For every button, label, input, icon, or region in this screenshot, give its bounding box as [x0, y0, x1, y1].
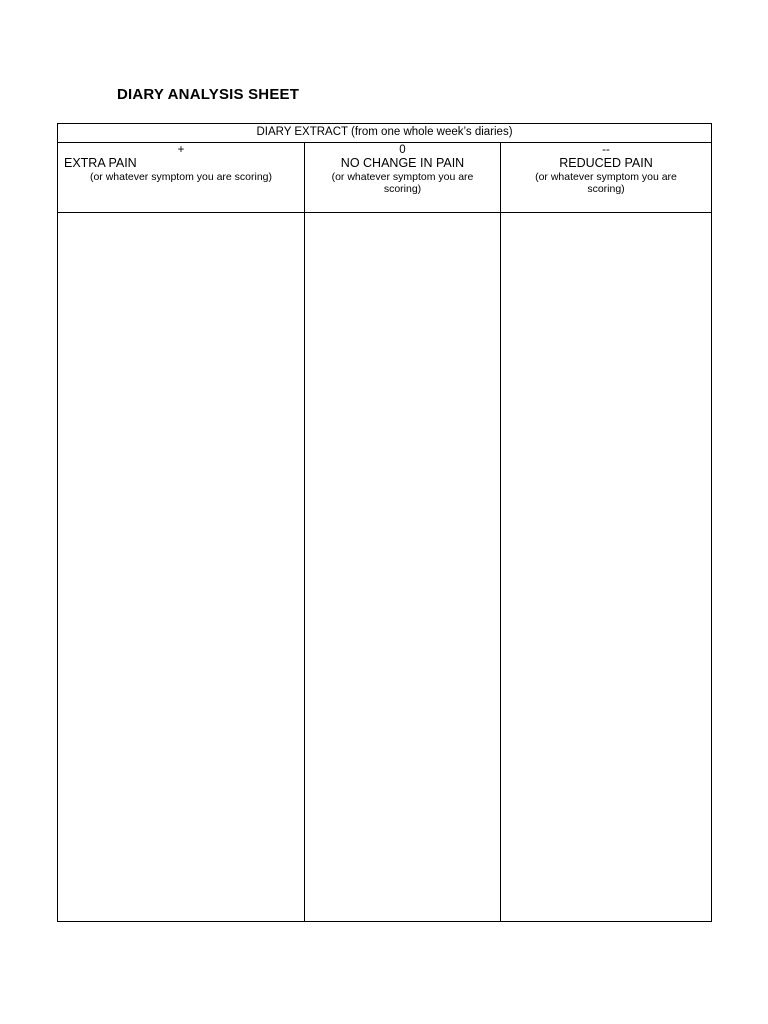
column-note: (or whatever symptom you are scoring)	[89, 171, 273, 183]
column-title: EXTRA PAIN	[64, 156, 137, 170]
column-note: (or whatever symptom you are scoring)	[535, 171, 677, 195]
column-symbol-plus: +	[177, 144, 185, 156]
column-entry-area[interactable]	[305, 213, 500, 921]
column-reduced-pain	[501, 143, 711, 921]
column-header	[501, 143, 711, 213]
column-symbol-zero: 0	[399, 144, 406, 156]
column-no-change-in-pain	[305, 143, 501, 921]
column-title: NO CHANGE IN PAIN	[340, 156, 465, 170]
column-symbol-minus: --	[602, 144, 610, 156]
column-header	[58, 143, 304, 213]
column-header	[305, 143, 500, 213]
diary-analysis-table	[57, 123, 712, 922]
column-extra-pain	[58, 143, 305, 921]
diary-extract-header: DIARY EXTRACT (from one whole week’s diaries)	[58, 124, 711, 143]
column-title: REDUCED PAIN	[559, 156, 653, 170]
page-title: DIARY ANALYSIS SHEET	[117, 86, 300, 103]
column-note: (or whatever symptom you are scoring)	[331, 171, 474, 195]
column-entry-area[interactable]	[58, 213, 304, 921]
column-entry-area[interactable]	[501, 213, 711, 921]
